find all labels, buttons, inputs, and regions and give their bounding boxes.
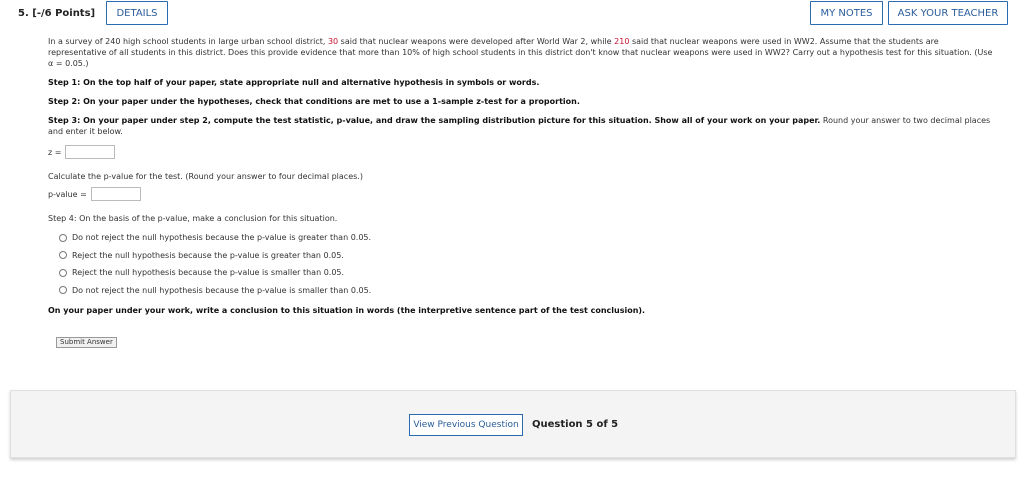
radio-button[interactable] [59, 286, 67, 294]
option-2[interactable]: Reject the null hypothesis because the p-value is greater than 0.05. [59, 247, 996, 265]
ask-teacher-button[interactable]: ASK YOUR TEACHER [888, 1, 1008, 25]
option-4[interactable]: Do not reject the null hypothesis because the p-value is smaller than 0.05. [59, 282, 996, 300]
option-1[interactable]: Do not reject the null hypothesis because the p-value is greater than 0.05. [59, 229, 996, 247]
step-2: Step 2: On your paper under the hypotheses, check that conditions are met to use a 1-sample z-test for a proportion. [48, 97, 580, 106]
pvalue-instruction: Calculate the p-value for the test. (Round your answer to four decimal places.) [48, 172, 363, 181]
submit-answer-button[interactable]: Submit Answer [56, 337, 117, 348]
problem-intro: In a survey of 240 high school students in large urban school district, 30 said that nuclear weapons were developed after World War 2, while 210 said that nuclear weapons were used in WW2. Assume that the students are representative of all students in this district. Does this provide evidence that more than 10% of high school students in this district don't know that nuclear weapons were used in WW2? Carry out a hypothesis test for this situation. (Use α = 0.05.) [48, 37, 993, 68]
radio-button[interactable] [59, 269, 67, 277]
radio-button[interactable] [59, 234, 67, 242]
pvalue-label: p-value = [48, 189, 87, 199]
question-body [48, 36, 996, 324]
step-1: Step 1: On the top half of your paper, state appropriate null and alternative hypothesis in symbols or words. [48, 78, 540, 87]
view-previous-question-button[interactable]: View Previous Question [409, 414, 523, 436]
conclusion-options [59, 229, 996, 299]
conclusion-instruction: On your paper under your work, write a conclusion to this situation in words (the interpretive sentence part of the test conclusion). [48, 306, 646, 315]
pvalue-input[interactable] [91, 187, 141, 201]
z-label: z = [48, 147, 62, 157]
details-button[interactable]: DETAILS [106, 1, 168, 25]
my-notes-button[interactable]: MY NOTES [810, 1, 883, 25]
step-3: Step 3: On your paper under step 2, compute the test statistic, p-value, and draw the sampling distribution picture for this situation. Show all of your work on your paper. Round your answer to two decimal places and enter it below. [48, 116, 991, 136]
z-answer-row [48, 145, 996, 159]
question-navigation-footer [10, 390, 1016, 458]
question-header [0, 0, 1024, 30]
z-input[interactable] [65, 145, 115, 159]
step-4: Step 4: On the basis of the p-value, make a conclusion for this situation. [48, 214, 338, 223]
question-number-points: 5. [-/6 Points] [18, 8, 96, 19]
radio-button[interactable] [59, 251, 67, 259]
question-count: Question 5 of 5 [532, 419, 619, 430]
pvalue-answer-row [48, 187, 996, 201]
option-3[interactable]: Reject the null hypothesis because the p-value is smaller than 0.05. [59, 264, 996, 282]
